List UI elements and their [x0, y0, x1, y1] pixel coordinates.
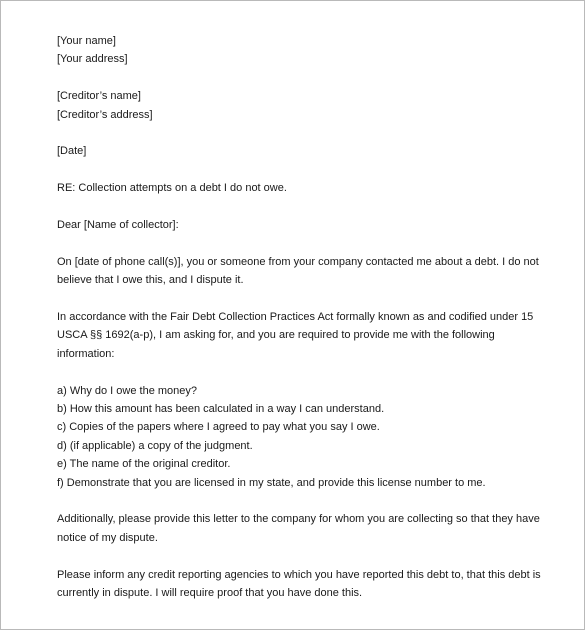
paragraph-fdcpa: [57, 308, 534, 363]
recipient-name: [Creditor’s name]: [57, 90, 141, 103]
spacer: [57, 161, 531, 179]
paragraph-line: believe that I owe this, and I dispute it.: [57, 274, 244, 287]
salutation: Dear [Name of collector]:: [57, 219, 179, 231]
paragraph-line: currently in dispute. I will require proof that you have done this.: [57, 587, 363, 600]
spacer: [57, 234, 531, 252]
spacer: [57, 492, 531, 510]
subject-line: RE: Collection attempts on a debt I do not owe.: [57, 182, 287, 195]
spacer: [57, 124, 531, 142]
list-item: e) The name of the original creditor.: [57, 458, 231, 471]
paragraph-line: On [date of phone call(s)], you or someone from your company contacted me about a debt. I do not: [57, 255, 539, 268]
recipient-address: [Creditor’s address]: [57, 108, 153, 121]
spacer: [57, 69, 531, 87]
paragraph-line: Please inform any credit reporting agencies to which you have reported this debt to, that this debt is: [57, 568, 541, 581]
letter-date: [Date]: [57, 145, 87, 158]
list-item: a) Why do I owe the money?: [57, 384, 198, 397]
list-item: b) How this amount has been calculated in a way I can understand.: [57, 403, 385, 416]
sender-name: [Your name]: [57, 35, 116, 47]
paragraph-line: notice of my dispute.: [57, 531, 158, 544]
paragraph-credit-agencies: [57, 566, 541, 603]
list-item: c) Copies of the papers where I agreed to pay what you say I owe.: [57, 421, 380, 434]
paragraph-line: information:: [57, 347, 115, 360]
spacer: [57, 547, 531, 565]
paragraph-forward: [57, 510, 540, 547]
paragraph-line: Additionally, please provide this letter to the company for whom you are collecting so that they have: [57, 513, 540, 526]
spacer: [57, 290, 531, 308]
request-list: [57, 382, 531, 492]
list-item: f) Demonstrate that you are licensed in my state, and provide this license number to me.: [57, 476, 486, 489]
paragraph-line: In accordance with the Fair Debt Collection Practices Act formally known as and codified under 15: [57, 311, 534, 323]
list-item: d) (if applicable) a copy of the judgment.: [57, 439, 253, 452]
paragraph-line: USCA §§ 1692(a-p), I am asking for, and you are required to provide me with the following: [57, 329, 495, 342]
spacer: [57, 198, 531, 216]
sender-address: [Your address]: [57, 53, 128, 66]
letter-body: [57, 32, 541, 602]
spacer: [57, 363, 531, 381]
paragraph-contact: [57, 253, 539, 290]
